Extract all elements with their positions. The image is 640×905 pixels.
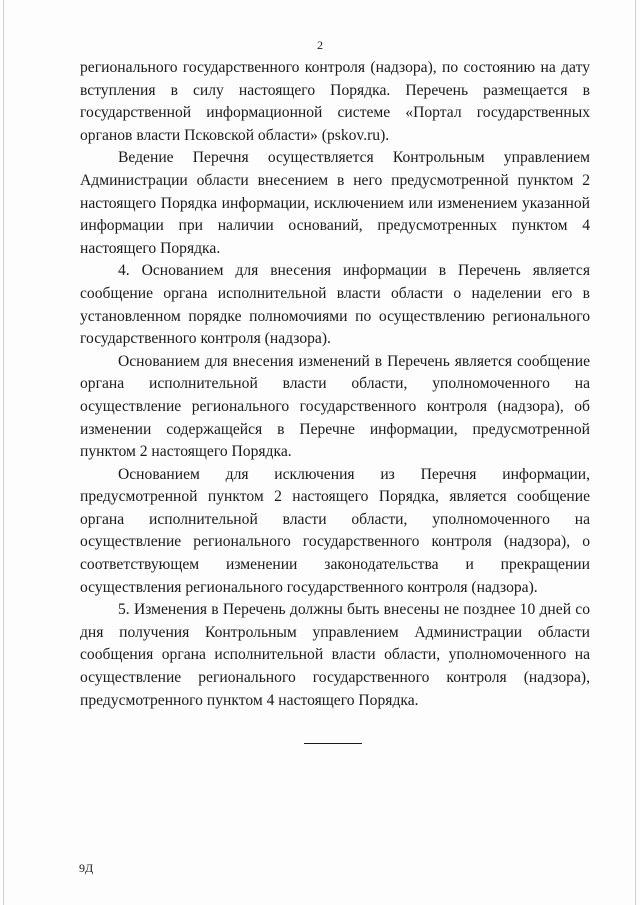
paragraph-continuation: регионального государственного контроля (надзора), по состоянию на дату вступления в силу настоящего Порядка. Перечень размещается в государственной информационной системе «Портал государственных органов власти Псковской области» (pskov.ru). bbox=[80, 59, 590, 144]
footer-code: 9Д bbox=[79, 861, 94, 875]
end-separator-line bbox=[304, 743, 362, 744]
page-number: 2 bbox=[317, 38, 323, 52]
scan-edge-right bbox=[635, 0, 636, 905]
paragraph-list-maintenance: Ведение Перечня осуществляется Контрольным управлением Администрации области внесением в него предусмотренной пунктом 2 настоящего Порядка информации, исключением или изменением указанной информации при наличии оснований, предусмотренных пунктом 4 настоящего Порядка. bbox=[80, 149, 590, 257]
paragraph-item-4: 4. Основанием для внесения информации в Перечень является сообщение органа исполнительной власти области о наделении его в установленном порядке полномочиями по осуществлению регионального государственного контроля (надзора). bbox=[80, 262, 590, 348]
scan-edge-left bbox=[3, 0, 4, 905]
document-body bbox=[80, 57, 590, 712]
paragraph-item-5: 5. Изменения в Перечень должны быть внесены не позднее 10 дней со дня получения Контрольным управлением Администрации области сообщения органа исполнительной власти области, уполномоченного на осуществление регионального государственного контроля (надзора), предусмотренного пунктом 4 настоящего Порядка. bbox=[80, 601, 590, 709]
paragraph-exclusion-basis: Основанием для исключения из Перечня информации, предусмотренной пунктом 2 настоящего Порядка, является сообщение органа исполнительной власти области, уполномоченного на осуществление регионального государственного контроля (надзора), о соответствующем изменении законодательства и прекращении осуществления регионального государственного контроля (надзора). bbox=[80, 465, 590, 596]
paragraph-changes-basis: Основанием для внесения изменений в Перечень является сообщение органа исполнительной власти области, уполномоченного на осуществление регионального государственного контроля (надзора), об изменении содержащейся в Перечне информации, предусмотренной пунктом 2 настоящего Порядка. bbox=[80, 352, 590, 461]
